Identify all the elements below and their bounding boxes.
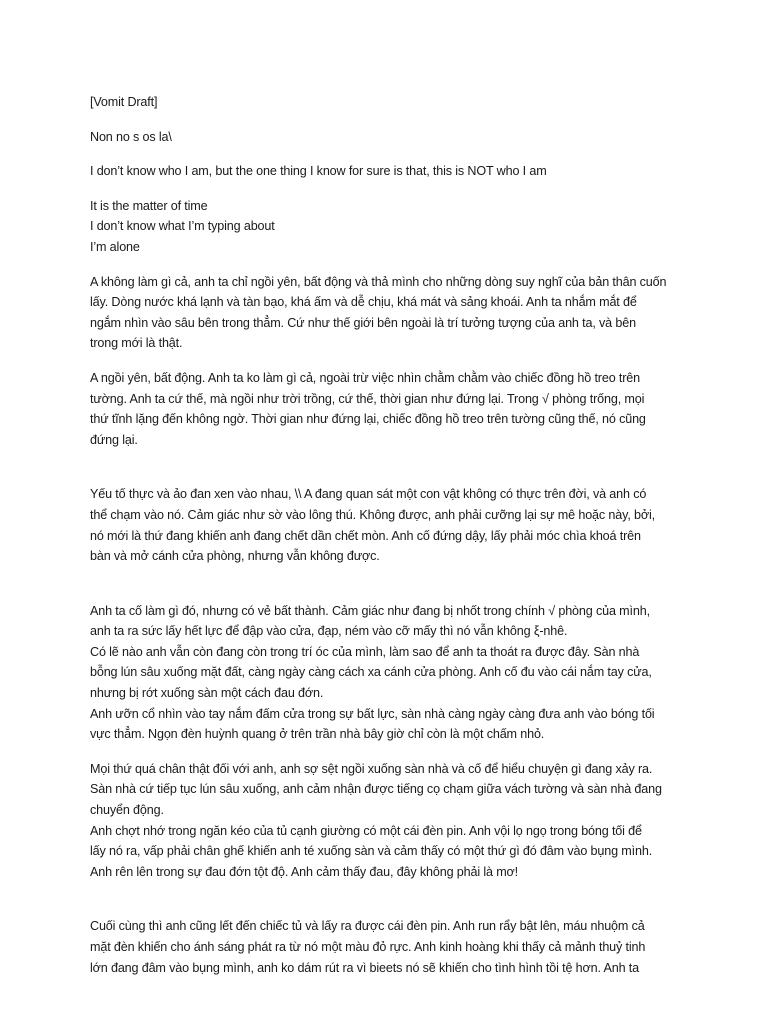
paragraph <box>90 916 695 978</box>
text-line: [Vomit Draft] <box>90 95 158 109</box>
text-line: thứ tĩnh lặng đến không ngờ. Thời gian như đứng lại, chiếc đồng hồ treo trên tường cũng thế, nó cũng <box>90 412 646 427</box>
paragraph <box>90 484 695 566</box>
text-line: Mọi thứ quá chân thật đối với anh, anh sợ sệt ngồi xuống sàn nhà và cố để hiểu chuyện gì đang xảy ra. <box>90 761 653 776</box>
text-line: Anh ta cố làm gì đó, nhưng có vẻ bất thành. Cảm giác như đang bị nhốt trong chính √ phòng của mình, <box>90 603 650 618</box>
paragraph <box>90 127 695 148</box>
paragraph <box>90 161 695 182</box>
text-line: thể chạm vào nó. Cảm giác như sờ vào lông thú. Không được, anh phải cưỡng lại sự mê hoặc này, bởi, <box>90 507 655 522</box>
text-line: lấy. Dòng nước khá lạnh và tàn bạo, khá ấm và dễ chịu, khá mát và sảng khoái. Anh ta nhắm mắt để <box>90 295 637 310</box>
text-line: chuyển động. <box>90 803 164 818</box>
text-line: nó mới là thứ đang khiến anh đang chết dần chết mòn. Anh cố đứng dậy, lấy phải móc chìa khoá trên <box>90 528 641 543</box>
paragraph <box>90 92 695 113</box>
text-line: Anh chợt nhớ trong ngăn kéo của tủ cạnh giường có một cái đèn pin. Anh vội lọ ngọ trong bóng tối để <box>90 823 642 838</box>
text-line: nhưng bị rớt xuống sàn một cách đau đớn. <box>90 686 324 701</box>
text-line: lớn đang đâm vào bụng mình, anh ko dám rút ra vì bieets nó sẽ khiến cho tình hình tồi tệ hơn. Anh ta <box>90 960 640 975</box>
text-line: trong mới là thật. <box>90 336 183 351</box>
text-line: ngắm nhìn vào sâu bên trong thẳm. Cứ như thế giới bên ngoài là trí tưởng tượng của anh ta, và bên <box>90 315 636 330</box>
text-line: I don’t know who I am, but the one thing I know for sure is that, this is NOT who I am <box>90 164 547 179</box>
paragraph <box>90 368 695 450</box>
text-line: Yếu tố thực và ảo đan xen vào nhau, \\ A đang quan sát một con vật không có thực trên đời, và anh có <box>90 487 647 502</box>
text-line: Sàn nhà cứ tiếp tục lún sâu xuống, anh cảm nhận được tiếng cọ chạm giữa vách tường và sàn nhà đang <box>90 782 662 797</box>
text-line: lấy nó ra, vấp phải chân ghế khiến anh té xuống sàn và cảm thấy có một thứ gì đó đâm vào bụng mình. <box>90 844 653 859</box>
text-line: anh ta ra sức lấy hết lực để đập vào cửa, đạp, ném vào cỡ mấy thì nó vẫn không ξ-nhê. <box>90 624 568 639</box>
paragraph <box>90 601 695 745</box>
paragraph <box>90 759 695 883</box>
text-line: vực thẳm. Ngọn đèn huỳnh quang ở trên trần nhà bây giờ chỉ còn là một chấm nhỏ. <box>90 727 545 742</box>
text-line: Anh ưỡn cổ nhìn vào tay nắm đấm cửa trong sự bất lực, sàn nhà càng ngày càng đưa anh vào bóng tối <box>90 706 655 721</box>
text-line: bàn và mở cánh cửa phòng, nhưng vẫn không được. <box>90 549 380 564</box>
text-line: A ngồi yên, bất động. Anh ta ko làm gì cả, ngoài trừ việc nhìn chằm chằm vào chiếc đồng hồ treo trên <box>90 370 640 385</box>
paragraph <box>90 272 695 354</box>
text-line: A không làm gì cả, anh ta chỉ ngồi yên, bất động và thả mình cho những dòng suy nghĩ của bản thân cuốn <box>90 274 667 289</box>
text-line: Có lẽ nào anh vẫn còn đang còn trong trí óc của mình, làm sao để anh ta thoát ra được đây. Sàn nhà <box>90 644 640 659</box>
text-line: Cuối cùng thì anh cũng lết đến chiếc tủ và lấy ra được cái đèn pin. Anh run rẩy bật lên, máu nhuộm cả <box>90 919 645 934</box>
text-line: đứng lại. <box>90 432 138 447</box>
text-line: mặt đèn khiến cho ánh sáng phát ra từ nó một màu đỏ rực. Anh kinh hoàng khi thấy cả mảnh thuỷ tinh <box>90 940 646 954</box>
text-line: I don’t know what I’m typing about <box>90 219 275 234</box>
text-line: Anh rên lên trong sự đau đớn tột độ. Anh cảm thấy đau, đây không phải là mơ! <box>90 864 519 879</box>
text-line: I’m alone <box>90 239 140 254</box>
text-line: It is the matter of time <box>90 198 208 213</box>
text-line: tường. Anh ta cứ thế, mà ngồi như trời trồng, cứ thế, thời gian như đứng lại. Trong √ phòng trống, mọi <box>90 391 645 406</box>
text-line: Non no s os la\ <box>90 129 172 144</box>
document-page <box>90 92 695 992</box>
text-line: bỗng lún sâu xuống mặt đất, càng ngày càng cách xa cánh cửa phòng. Anh cố đu vào cái nắm tay cửa, <box>90 665 652 680</box>
paragraph <box>90 196 695 258</box>
